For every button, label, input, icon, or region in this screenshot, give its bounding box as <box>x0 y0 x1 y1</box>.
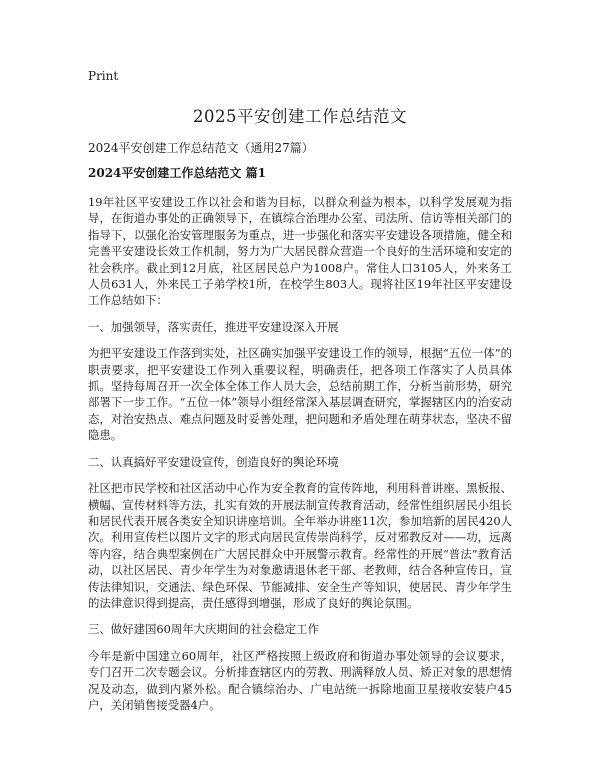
section-paragraph-1: 为把平安建设工作落到实处，社区确实加强平安建设工作的领导，根据“五位一体”的职责要求，把平安建设工作列入重要议程，明确责任，把各项工作落实了人员具体抓。坚持每周召开一次全体全体工作人员大会，总结前期工作，分析当前形势，研究部署下一步工作。“五位一体”领导小组经常深入基层调查研究，掌握辖区内的治安动态，对治安热点、难点问题及时妥善处理，把问题和矛盾处理在萌芽状态，坚决不留隐患。 <box>88 346 512 443</box>
section-paragraph-3: 今年是新中国建立60周年，社区严格按照上级政府和街道办事处领导的会议要求，专门召开二次专题会议。分析排查辖区内的劳教、刑满释放人员、矫正对象的思想情况及动态，做到内紧外松。配合镇综治办、广电站统一拆除地面卫星接收安装户45户，关闭销售接受器4户。 <box>88 648 512 712</box>
document-title: 2025平安创建工作总结范文 <box>193 107 407 126</box>
section-paragraph-2: 社区把市民学校和社区活动中心作为安全教育的宣传阵地，利用科普讲座、黑板报、横幅、宣传材料等方法，扎实有效的开展法制宣传教育活动，经常性组织居民小组长和居民代表开展各类安全知识讲座培训。全年举办讲座11次，参加培新的居民420人次。利用宣传栏以图片文字的形式向居民宣传崇尚科学，反对邪教反对——功，远离等内容，结合典型案例在广大居民群众中开展警示教育。经常性的开展“普法”教育活动，以社区居民、青少年学生为对象邀请退休老干部、老教师，结合各种宣传日，宣传法律知识，交通法、绿色环保、节能减排、安全生产等知识，使居民、青少年学生的法律意识得到提高，责任感得到增强，形成了良好的舆论氛围。 <box>88 481 512 610</box>
print-link[interactable]: Print <box>88 69 119 83</box>
intro-paragraph: 19年社区平安建设工作以社会和谐为目标，以群众利益为根本，以科学发展观为指导，在街道办事处的正确领导下，在镇综合治理办公室、司法所、信访等相关部门的指导下，以强化治安管理服务为重点，进一步强化和落实平安建设各项措施，健全和完善平安建设长效工作机制，努力为广大居民群众营造一个良好的生活环境和安定的社会秩序。截止到12月底，社区居民总户为1008户。常住人口3105人，外来务工人员631人，外来民工子弟学校1所，在校学生803人。现将社区19年社区平安建设工作总结如下： <box>88 195 512 308</box>
article-heading: 2024平安创建工作总结范文 篇1 <box>88 166 266 180</box>
document-page <box>88 68 512 713</box>
section-heading-2: 二、认真搞好平安建设宣传，创造良好的舆论环境 <box>88 454 339 469</box>
section-heading-3: 三、做好建国60周年大庆期间的社会稳定工作 <box>88 622 319 637</box>
document-subtitle: 2024平安创建工作总结范文（通用27篇） <box>88 141 314 155</box>
section-heading-1: 一、加强领导，落实责任，推进平安建设深入开展 <box>88 319 339 334</box>
